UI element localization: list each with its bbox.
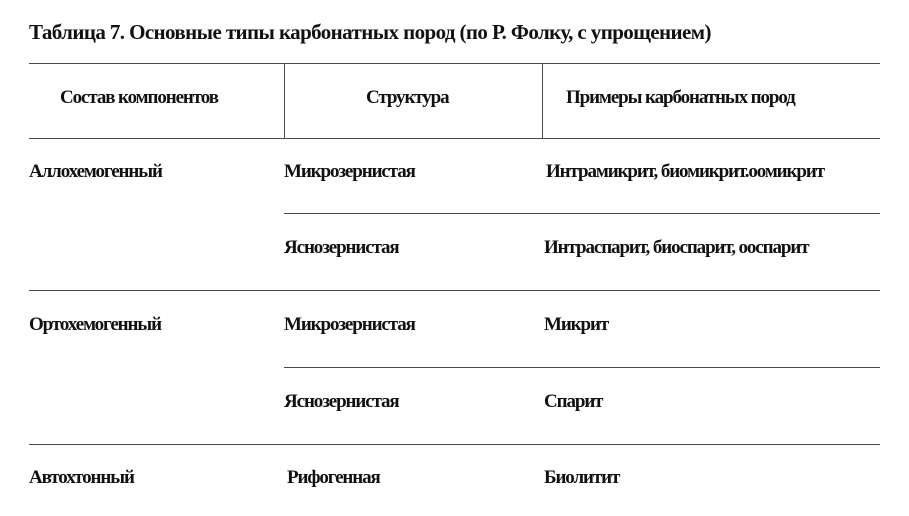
cell-composition: Ортохемогенный	[29, 314, 161, 335]
cell-examples: Интрамикрит, биомикрит.оомикрит	[546, 161, 824, 182]
header-structure: Структура	[366, 87, 449, 108]
cell-examples: Биолитит	[544, 467, 620, 488]
cell-structure: Рифогенная	[287, 467, 380, 488]
header-examples: Примеры карбонатных пород	[566, 87, 795, 108]
cell-examples: Спарит	[544, 391, 603, 412]
cell-examples: Интраспарит, биоспарит, ооспарит	[544, 237, 809, 258]
row-rule-1	[284, 213, 880, 214]
cell-structure: Яснозернистая	[284, 391, 399, 412]
cell-composition: Аллохемогенный	[29, 161, 162, 182]
cell-structure: Яснозернистая	[284, 237, 399, 258]
column-divider-1	[284, 63, 285, 139]
header-bottom-rule	[29, 138, 880, 139]
row-rule-2	[284, 367, 880, 368]
column-divider-2	[542, 63, 543, 139]
header-composition: Состав компонентов	[60, 87, 218, 108]
cell-structure: Микрозернистая	[284, 161, 415, 182]
cell-examples: Микрит	[544, 314, 609, 335]
cell-composition: Автохтонный	[29, 467, 134, 488]
table-caption: Таблица 7. Основные типы карбонатных пород (по Р. Фолку, с упрощением)	[29, 20, 711, 44]
table-top-rule	[29, 63, 880, 64]
cell-structure: Микрозернистая	[284, 314, 415, 335]
group-rule-1	[29, 290, 880, 291]
group-rule-2	[29, 444, 880, 445]
